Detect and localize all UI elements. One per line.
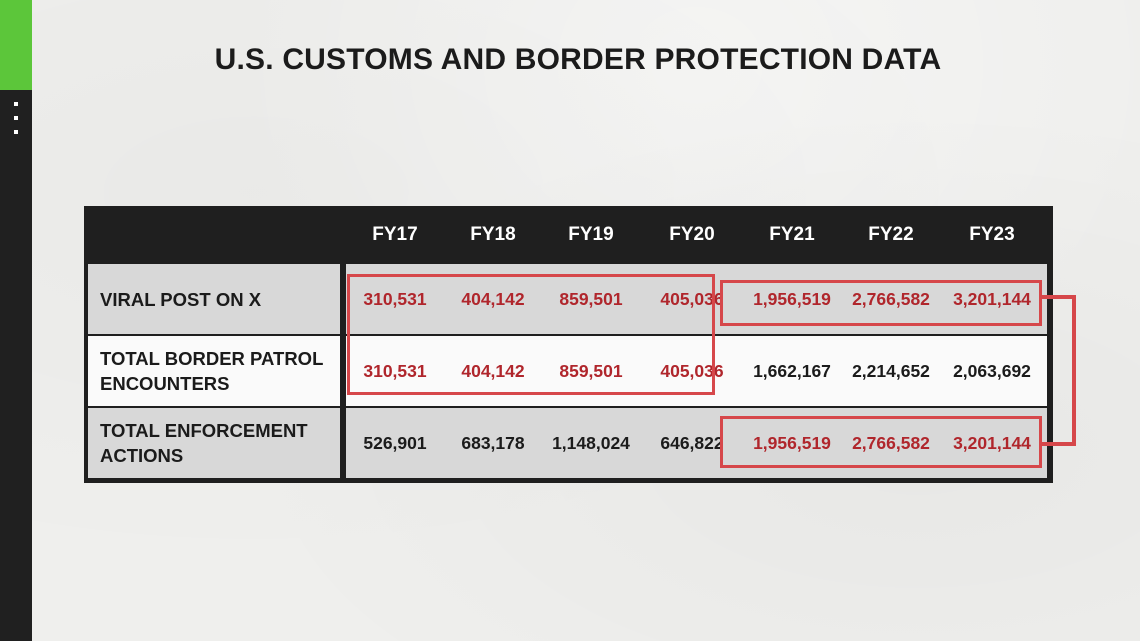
table-cell: 1,662,167 — [753, 360, 831, 381]
table-cell: 310,531 — [363, 288, 427, 309]
table-cell: 683,178 — [461, 432, 525, 453]
highlight-box-enforcement-fy21-fy23 — [720, 416, 1042, 468]
page-title: U.S. CUSTOMS AND BORDER PROTECTION DATA — [214, 43, 942, 76]
highlight-box-viral-fy21-fy23 — [720, 280, 1042, 326]
column-header-fy23: FY23 — [969, 224, 1015, 245]
connector-top — [1040, 295, 1076, 299]
column-header-fy19: FY19 — [568, 224, 614, 245]
table-cell: 859,501 — [559, 288, 623, 309]
table-cell: 405,036 — [660, 360, 724, 381]
column-header-fy20: FY20 — [669, 224, 715, 245]
row-label-border-patrol: TOTAL BORDER PATROL ENCOUNTERS — [88, 336, 340, 406]
row-label-viral-post: VIRAL POST ON X — [88, 264, 340, 334]
column-header-fy17: FY17 — [372, 224, 418, 245]
connector-bottom — [1040, 442, 1076, 446]
table-cell: 405,036 — [660, 288, 724, 309]
table-cell: 310,531 — [363, 360, 427, 381]
table-cell: 404,142 — [461, 288, 525, 309]
table-cell: 3,201,144 — [953, 432, 1031, 453]
side-strip — [0, 0, 32, 641]
more-dots-icon — [11, 102, 21, 146]
brand-green-bar — [0, 0, 32, 90]
column-header-fy22: FY22 — [868, 224, 914, 245]
table-cell: 2,766,582 — [852, 288, 930, 309]
table-cell: 2,214,652 — [852, 360, 930, 381]
table-cell: 526,901 — [363, 432, 427, 453]
column-header-fy21: FY21 — [769, 224, 815, 245]
highlight-box-fy17-fy20 — [347, 274, 715, 395]
table-cell: 404,142 — [461, 360, 525, 381]
column-header-fy18: FY18 — [470, 224, 516, 245]
table-cell: 2,766,582 — [852, 432, 930, 453]
table-cell: 1,956,519 — [753, 288, 831, 309]
table-cell: 1,148,024 — [552, 432, 630, 453]
connector-vertical — [1072, 295, 1076, 446]
table-cell: 2,063,692 — [953, 360, 1031, 381]
table-cell: 1,956,519 — [753, 432, 831, 453]
table-cell: 3,201,144 — [953, 288, 1031, 309]
table-header-row — [88, 206, 1047, 264]
table-cell: 859,501 — [559, 360, 623, 381]
row-label-enforcement: TOTAL ENFORCEMENT ACTIONS — [88, 408, 340, 478]
table-cell: 646,822 — [660, 432, 724, 453]
